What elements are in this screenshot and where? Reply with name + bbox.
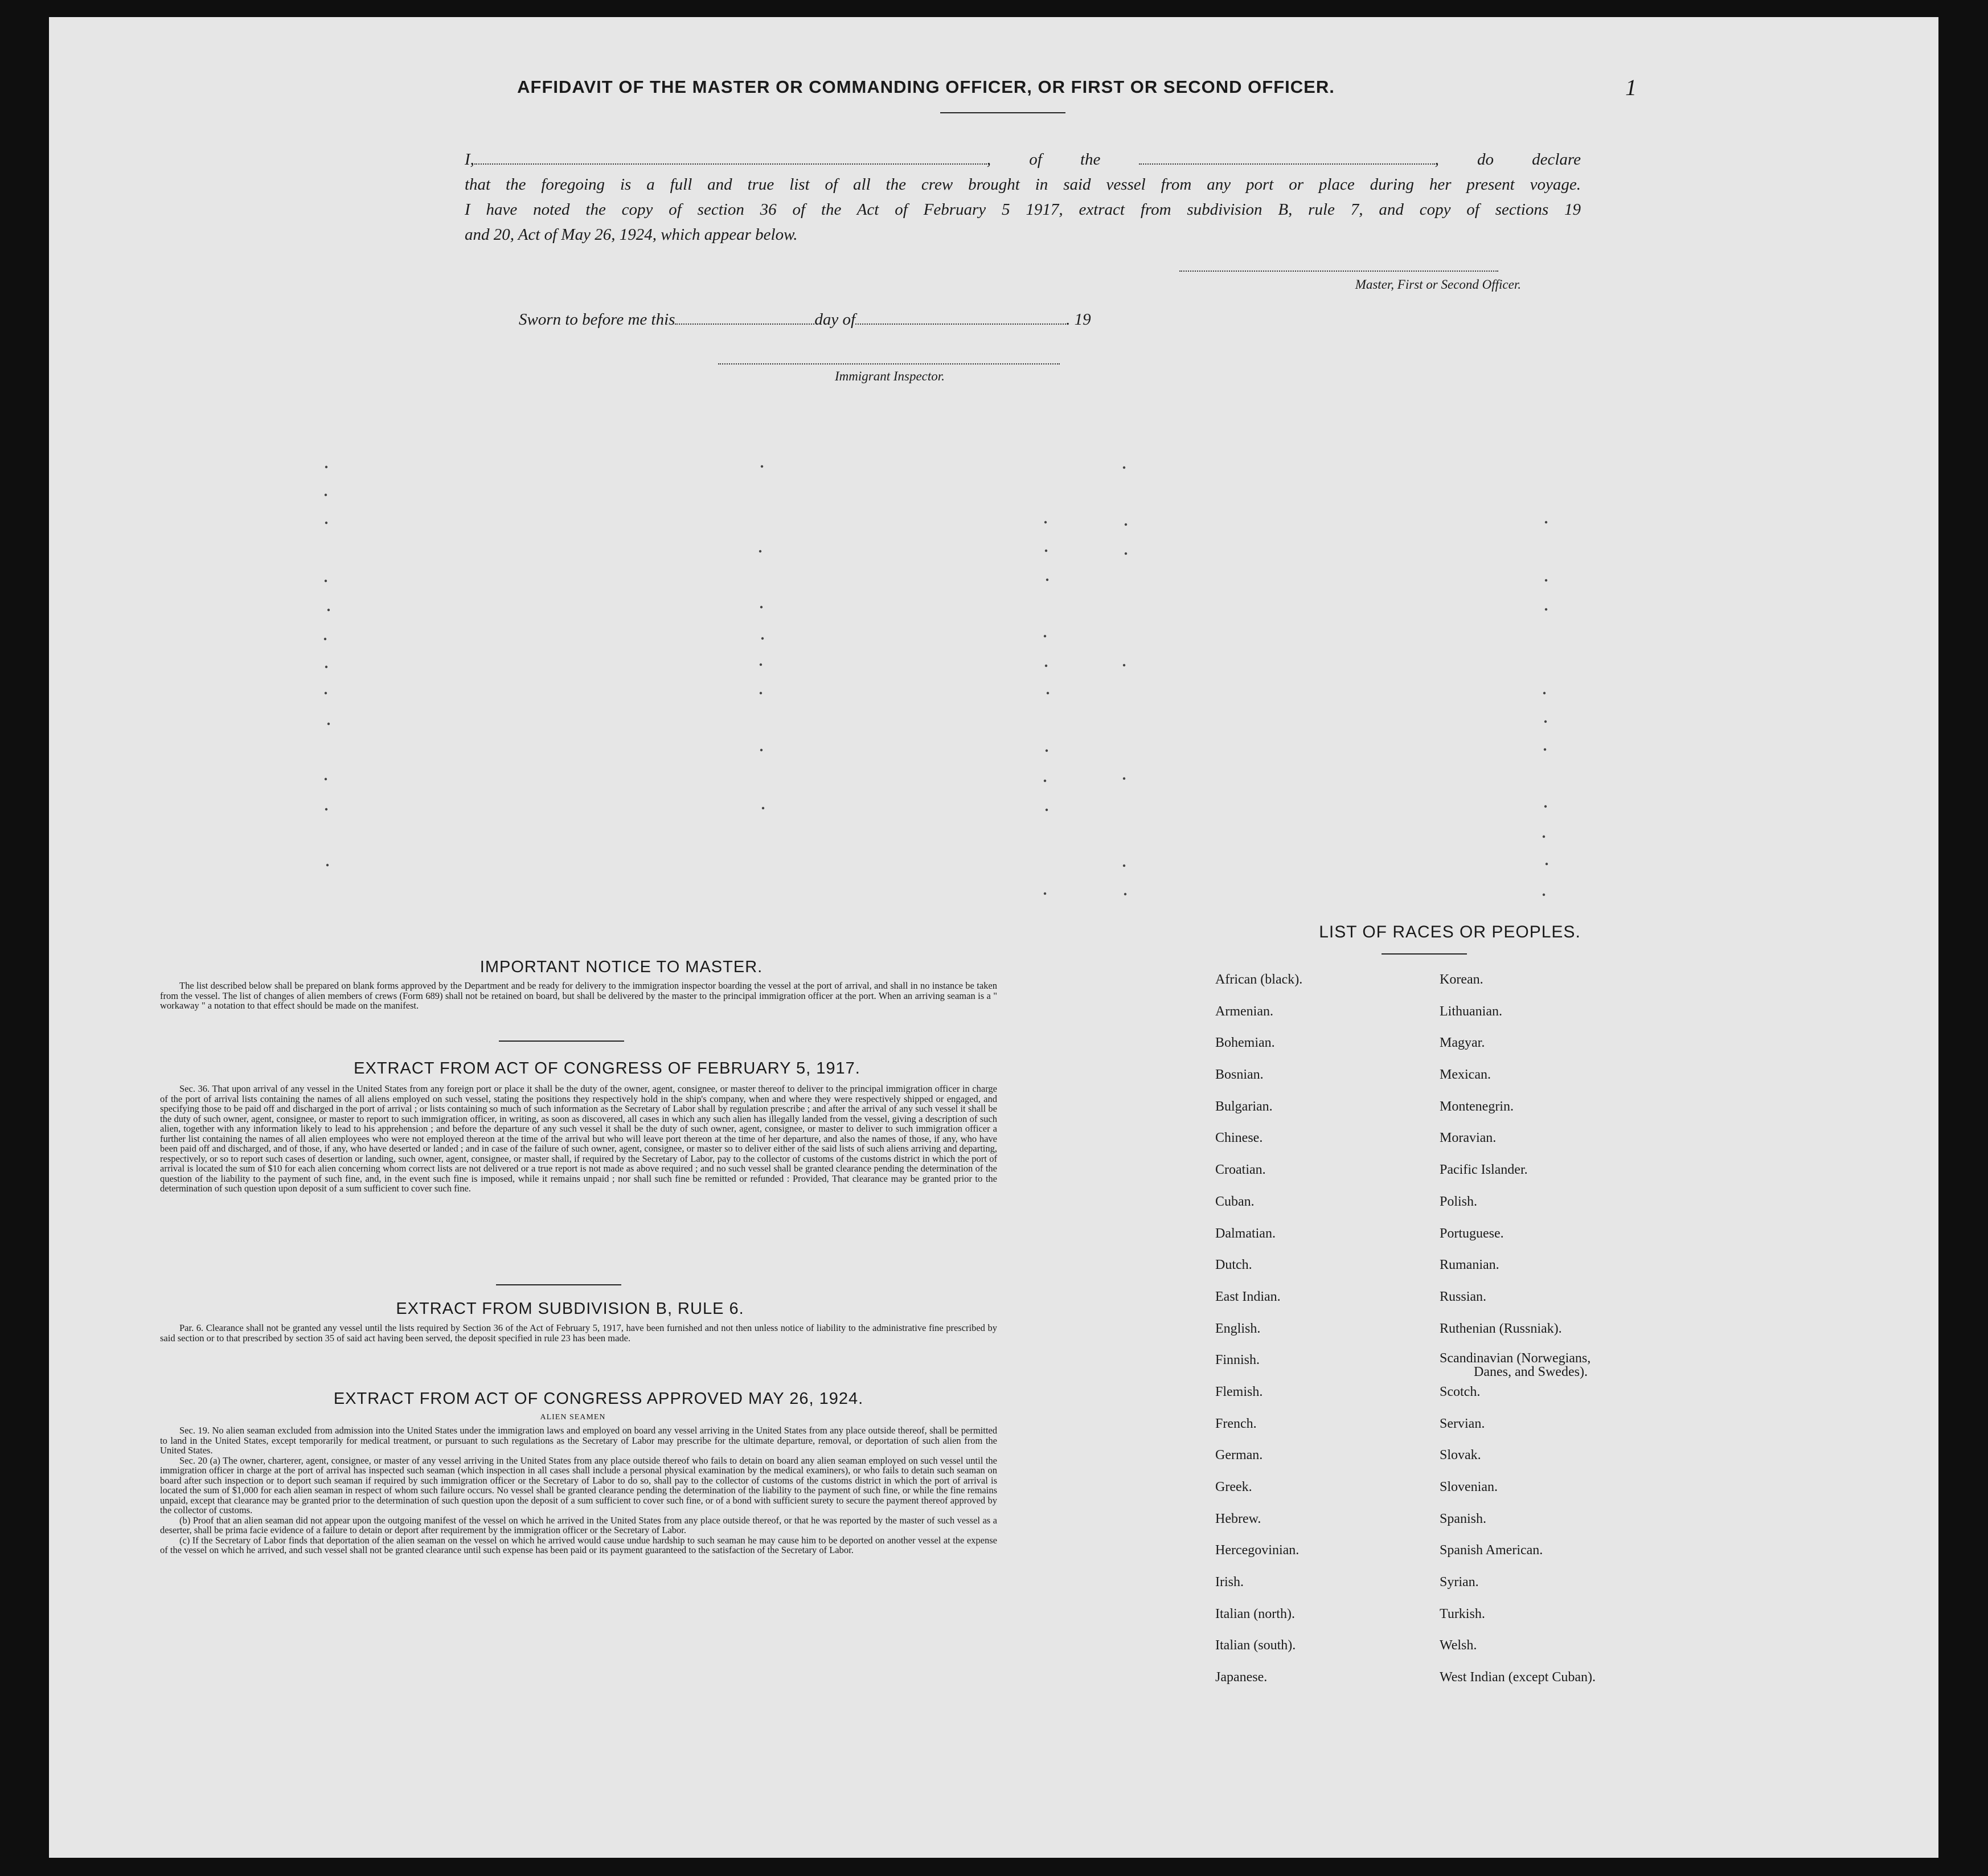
extract-1917-text xyxy=(160,1084,997,1194)
race-item: French. xyxy=(1215,1416,1257,1431)
race-item: German. xyxy=(1215,1448,1263,1463)
affidavit-i: I, xyxy=(465,150,474,169)
race-item: West Indian (except Cuban). xyxy=(1440,1670,1596,1685)
race-item: Rumanian. xyxy=(1440,1258,1499,1273)
ruling-dot xyxy=(1046,749,1048,752)
ruling-dot xyxy=(1545,521,1547,523)
ruling-dot xyxy=(1543,835,1545,838)
extract-1924-title: EXTRACT FROM ACT OF CONGRESS APPROVED MAY 26, 1924. xyxy=(333,1390,864,1408)
ruling-dot xyxy=(325,778,327,780)
race-item: Servian. xyxy=(1440,1416,1485,1431)
ruling-dot xyxy=(1123,664,1125,666)
race-item-line: Danes, and Swedes). xyxy=(1474,1365,1588,1380)
race-item: Mexican. xyxy=(1440,1067,1491,1083)
ruling-dot xyxy=(1044,892,1046,895)
sec-20b-paragraph: (b) Proof that an alien seaman did not appear upon the outgoing manifest of the vessel on which he arrived in the United States from any place outside thereof, or that he was reported by the master of such vessel as a deserter, shall be prima facie evidence of a failure to detain or deport after requirement by the immigration officer or the Secretary of Labor. xyxy=(160,1514,997,1535)
race-item: African (black). xyxy=(1215,972,1303,987)
inspector-label: Immigrant Inspector. xyxy=(835,369,945,383)
ruling-dot xyxy=(1544,720,1547,723)
sec-20a-paragraph: Sec. 20 (a) The owner, charterer, agent, consignee, or master of any vessel arriving in the United States from any place outside thereof who fails to detain on board any alien seaman employed on such vessel until the immigration officer in charge at the port of arrival has inspected such seaman (which inspection in all cases shall include a personal physical examination by the medical examiners), or who fails to detain such seaman on board after such inspection or to deport such seaman if required by such immigration officer or the Secretary of Labor to do so, shall pay to the collector of customs of the customs district in which the port of arrival is located the sum of $1,000 for each alien seaman in respect of whom such failure occurs. No vessel shall be granted clearance pending the determination of the liability to the payment of such fine, or while the fine remains unpaid, except that clearance may be granted prior to the determination of such question upon the deposit of a sum sufficient to cover such fine, or of a bond with sufficient surety to secure the payment thereof approved by the collector of customs. xyxy=(160,1455,997,1515)
page-mark: 1 xyxy=(1625,75,1637,100)
ruling-dot xyxy=(762,807,764,809)
ruling-dot xyxy=(326,864,329,866)
ruling-dot xyxy=(761,637,764,640)
race-item: Spanish. xyxy=(1440,1511,1487,1526)
notice-paragraph: The list described below shall be prepared on blank forms approved by the Department and be ready for delivery to the immigration inspector boarding the vessel at the port of arrival, and shall in no instance be taken from the vessel. The list of changes of alien members of crews (Form 689) shall not be retained on board, but shall be delivered by the master to the principal immigration officer at the port. When an arriving seaman is a " workaway " a notation to that effect should be made on the manifest. xyxy=(160,980,997,1011)
ruling-dot xyxy=(760,692,762,694)
ruling-dot xyxy=(327,723,330,725)
affidavit-title: AFFIDAVIT OF THE MASTER OR COMMANDING OFFICER, OR FIRST OR SECOND OFFICER. xyxy=(517,77,1335,97)
affidavit-line-2: that the foregoing is a full and true list of all the crew brought in said vessel from any port or place during her present voyage. xyxy=(465,175,1581,194)
race-item: Bosnian. xyxy=(1215,1067,1264,1083)
ruling-dot xyxy=(760,663,762,666)
race-item: Armenian. xyxy=(1215,1003,1273,1019)
extract-1917-title: EXTRACT FROM ACT OF CONGRESS OF FEBRUARY 5, 1917. xyxy=(354,1059,860,1078)
race-item: Portuguese. xyxy=(1440,1226,1504,1241)
sec-20c-paragraph: (c) If the Secretary of Labor finds that deportation of the alien seaman on the vessel on which he arrived would cause undue hardship to such seaman he may cause him to be deported on another vessel at the expense of the vessel on which he arrived, and such vessel shall not be granted clearance until such expense has been paid or its payment guaranteed to the satisfaction of the Secretary of Labor. xyxy=(160,1534,997,1555)
ruling-dot xyxy=(1123,865,1125,867)
race-item: Slovenian. xyxy=(1440,1480,1498,1494)
race-item: Bulgarian. xyxy=(1215,1099,1273,1114)
race-item: English. xyxy=(1215,1321,1261,1336)
ruling-dot xyxy=(1545,579,1547,581)
ruling-dot xyxy=(1125,552,1127,555)
sworn-day-of: day of xyxy=(814,310,856,329)
par-6-paragraph: Par. 6. Clearance shall not be granted any vessel until the lists required by Section 36 of the Act of February 5, 1917, have been furnished and not then unless notice of liability to the administrative fine prescribed by said section or to that prescribed by section 35 of said act having been served, the deposit specified in rule 23 has been made. xyxy=(160,1322,997,1343)
ruling-dot xyxy=(1046,809,1048,811)
ruling-dot xyxy=(1045,550,1047,552)
ruling-dot xyxy=(1546,863,1548,865)
document-page xyxy=(49,17,1938,1858)
sec-19-paragraph: Sec. 19. No alien seaman excluded from admission into the United States under the immigration laws and employed on board any vessel arriving in the United States from any place outside thereof, shall be permitted to land in the United States, except temporarily for medical treatment, or pursuant to such regulations as the Secretary of Labor may prescribe for the ultimate departure, removal, or deportation of such alien from the United States. xyxy=(160,1425,997,1456)
race-item: Pacific Islander. xyxy=(1440,1162,1528,1178)
notice-title: IMPORTANT NOTICE TO MASTER. xyxy=(479,958,763,976)
ruling-dot xyxy=(761,465,763,468)
races-title-underline xyxy=(1382,953,1467,955)
race-item: Korean. xyxy=(1440,972,1483,987)
race-item-line: Scandinavian (Norwegians, xyxy=(1440,1351,1591,1366)
ruling-dot xyxy=(325,494,327,496)
race-item: Dutch. xyxy=(1215,1258,1252,1273)
race-item: Greek. xyxy=(1215,1480,1252,1494)
ruling-dot xyxy=(1544,805,1547,808)
race-item: Croatian. xyxy=(1215,1162,1266,1178)
race-item: Irish. xyxy=(1215,1575,1244,1590)
section-divider xyxy=(499,1041,624,1042)
sec-36-paragraph: Sec. 36. That upon arrival of any vessel in the United States from any foreign port or place it shall be the duty of the owner, agent, consignee, or master thereof to deliver to the principal immigration officer in charge of the port of arrival lists containing the names of all aliens employed on such vessel, stating the positions they respectively hold in the ship's company, when and where they were respectively shipped or engaged, and specifying those to be paid off and discharged in the port of arrival ; or lists containing so much of such information as the Secretary of Labor shall by regulation prescribe ; and after the arrival of any such vessel it shall be the duty of such owner, agent, consignee, or master to report to such immigration officer, in writing, as soon as discovered, all cases in which any such alien has illegally landed from the vessel, giving a description of such alien, together with any information likely to lead to his apprehension ; and before the departure of any such vessel it shall be the duty of such owner, agent, consignee, or master to deliver to such immigration officer a further list containing the names of all alien employees who were not employed thereon at the time of the arrival but who will leave port thereon at the time of her departure, and also the names of those, if any, who have been paid off and discharged, and of those, if any, who have deserted or landed ; and in case of the failure of such owner, agent, consignee, or master so to deliver either of the said lists of such aliens arriving and departing, respectively, or so to report such cases of desertion or landing, such owner, agent, consignee, or master shall, if required by the Secretary of Labor, pay to the collector of customs of the customs district in which the port of arrival is located the sum of $10 for each alien concerning whom correct lists are not delivered or a true report is not made as above required ; and no such vessel shall be granted clearance pending the determination of the question of the liability to the payment of such fine, and, in the event such fine is imposed, while it remains unpaid ; nor shall such fine be remitted or refunded : Provided, That clearance may be granted prior to the determination of such question upon deposit of a sum sufficient to cover such fine. xyxy=(160,1083,997,1194)
ruling-dot xyxy=(325,522,327,524)
ruling-dot xyxy=(1044,780,1046,782)
ruling-dot xyxy=(1044,635,1046,637)
ruling-dot xyxy=(325,466,327,468)
ruling-dot xyxy=(759,550,761,552)
race-item: Hebrew. xyxy=(1215,1511,1261,1526)
races-right-column xyxy=(1440,971,1679,1701)
ruling-dot xyxy=(1125,523,1127,526)
races-left-column xyxy=(1215,971,1454,1701)
affidavit-of-the: , of the xyxy=(986,150,1101,169)
race-item: Chinese. xyxy=(1215,1130,1263,1146)
ruling-dot xyxy=(1545,608,1547,611)
ruling-dot xyxy=(1044,521,1047,523)
race-item: Lithuanian. xyxy=(1440,1003,1502,1019)
ruling-dot xyxy=(1045,665,1047,667)
subdivision-b-text xyxy=(160,1323,997,1343)
race-item: Dalmatian. xyxy=(1215,1226,1276,1241)
race-item: Bohemian. xyxy=(1215,1035,1275,1051)
affidavit-line-3: I have noted the copy of section 36 of the Act of February 5 1917, extract from subdivision B, rule 7, and copy of sections 19 xyxy=(465,200,1581,219)
race-item: Ruthenian (Russniak). xyxy=(1440,1321,1562,1336)
ruling-dot xyxy=(327,609,330,611)
race-item: Russian. xyxy=(1440,1289,1487,1304)
race-item: Turkish. xyxy=(1440,1606,1485,1621)
ruling-dot xyxy=(325,666,327,668)
ruling-dot xyxy=(1544,748,1546,751)
race-item: Italian (south). xyxy=(1215,1638,1296,1653)
race-item: Scotch. xyxy=(1440,1384,1481,1399)
ruling-dot xyxy=(1124,893,1126,895)
ruling-dot xyxy=(1123,466,1125,469)
race-item: Slovak. xyxy=(1440,1448,1481,1463)
race-item: Cuban. xyxy=(1215,1194,1255,1209)
section-divider xyxy=(496,1284,621,1285)
race-item: Japanese. xyxy=(1215,1670,1268,1685)
ruling-dot xyxy=(1123,777,1125,780)
race-item: Polish. xyxy=(1440,1194,1478,1209)
race-item xyxy=(1440,1351,1679,1383)
race-item: Italian (north). xyxy=(1215,1606,1295,1621)
race-item: East Indian. xyxy=(1215,1289,1281,1304)
race-item: Moravian. xyxy=(1440,1130,1497,1146)
race-item: Spanish American. xyxy=(1440,1543,1543,1558)
ruling-dot xyxy=(1047,692,1049,694)
ruling-dot xyxy=(325,808,327,810)
race-item: Magyar. xyxy=(1440,1035,1485,1051)
master-signature-label: Master, First or Second Officer. xyxy=(1355,277,1521,292)
sworn-year: . 19 xyxy=(1066,310,1091,329)
race-item: Montenegrin. xyxy=(1440,1099,1514,1114)
ruling-dot xyxy=(760,749,763,751)
ruling-dot xyxy=(324,638,326,640)
race-item: Welsh. xyxy=(1440,1638,1477,1653)
ruling-dot xyxy=(1543,894,1545,896)
affidavit-do-declare: , do declare xyxy=(1434,150,1581,169)
races-title: LIST OF RACES OR PEOPLES. xyxy=(1319,923,1581,941)
race-item: Finnish. xyxy=(1215,1353,1260,1368)
alien-seamen-subtitle: ALIEN SEAMEN xyxy=(540,1413,606,1422)
ruling-dot xyxy=(760,606,763,608)
sworn-prefix: Sworn to before me this xyxy=(519,310,675,329)
ruling-dot xyxy=(1543,692,1546,694)
ruling-dot xyxy=(325,580,327,582)
race-item: Hercegovinian. xyxy=(1215,1543,1300,1558)
extract-1924-text xyxy=(160,1426,997,1555)
notice-text xyxy=(160,981,997,1011)
ruling-dot xyxy=(325,692,327,694)
affidavit-line-4: and 20, Act of May 26, 1924, which appear below. xyxy=(465,226,798,244)
race-item: Flemish. xyxy=(1215,1384,1263,1399)
race-item: Syrian. xyxy=(1440,1575,1479,1590)
subdivision-b-title: EXTRACT FROM SUBDIVISION B, RULE 6. xyxy=(396,1300,744,1318)
ruling-dot xyxy=(1046,579,1048,581)
